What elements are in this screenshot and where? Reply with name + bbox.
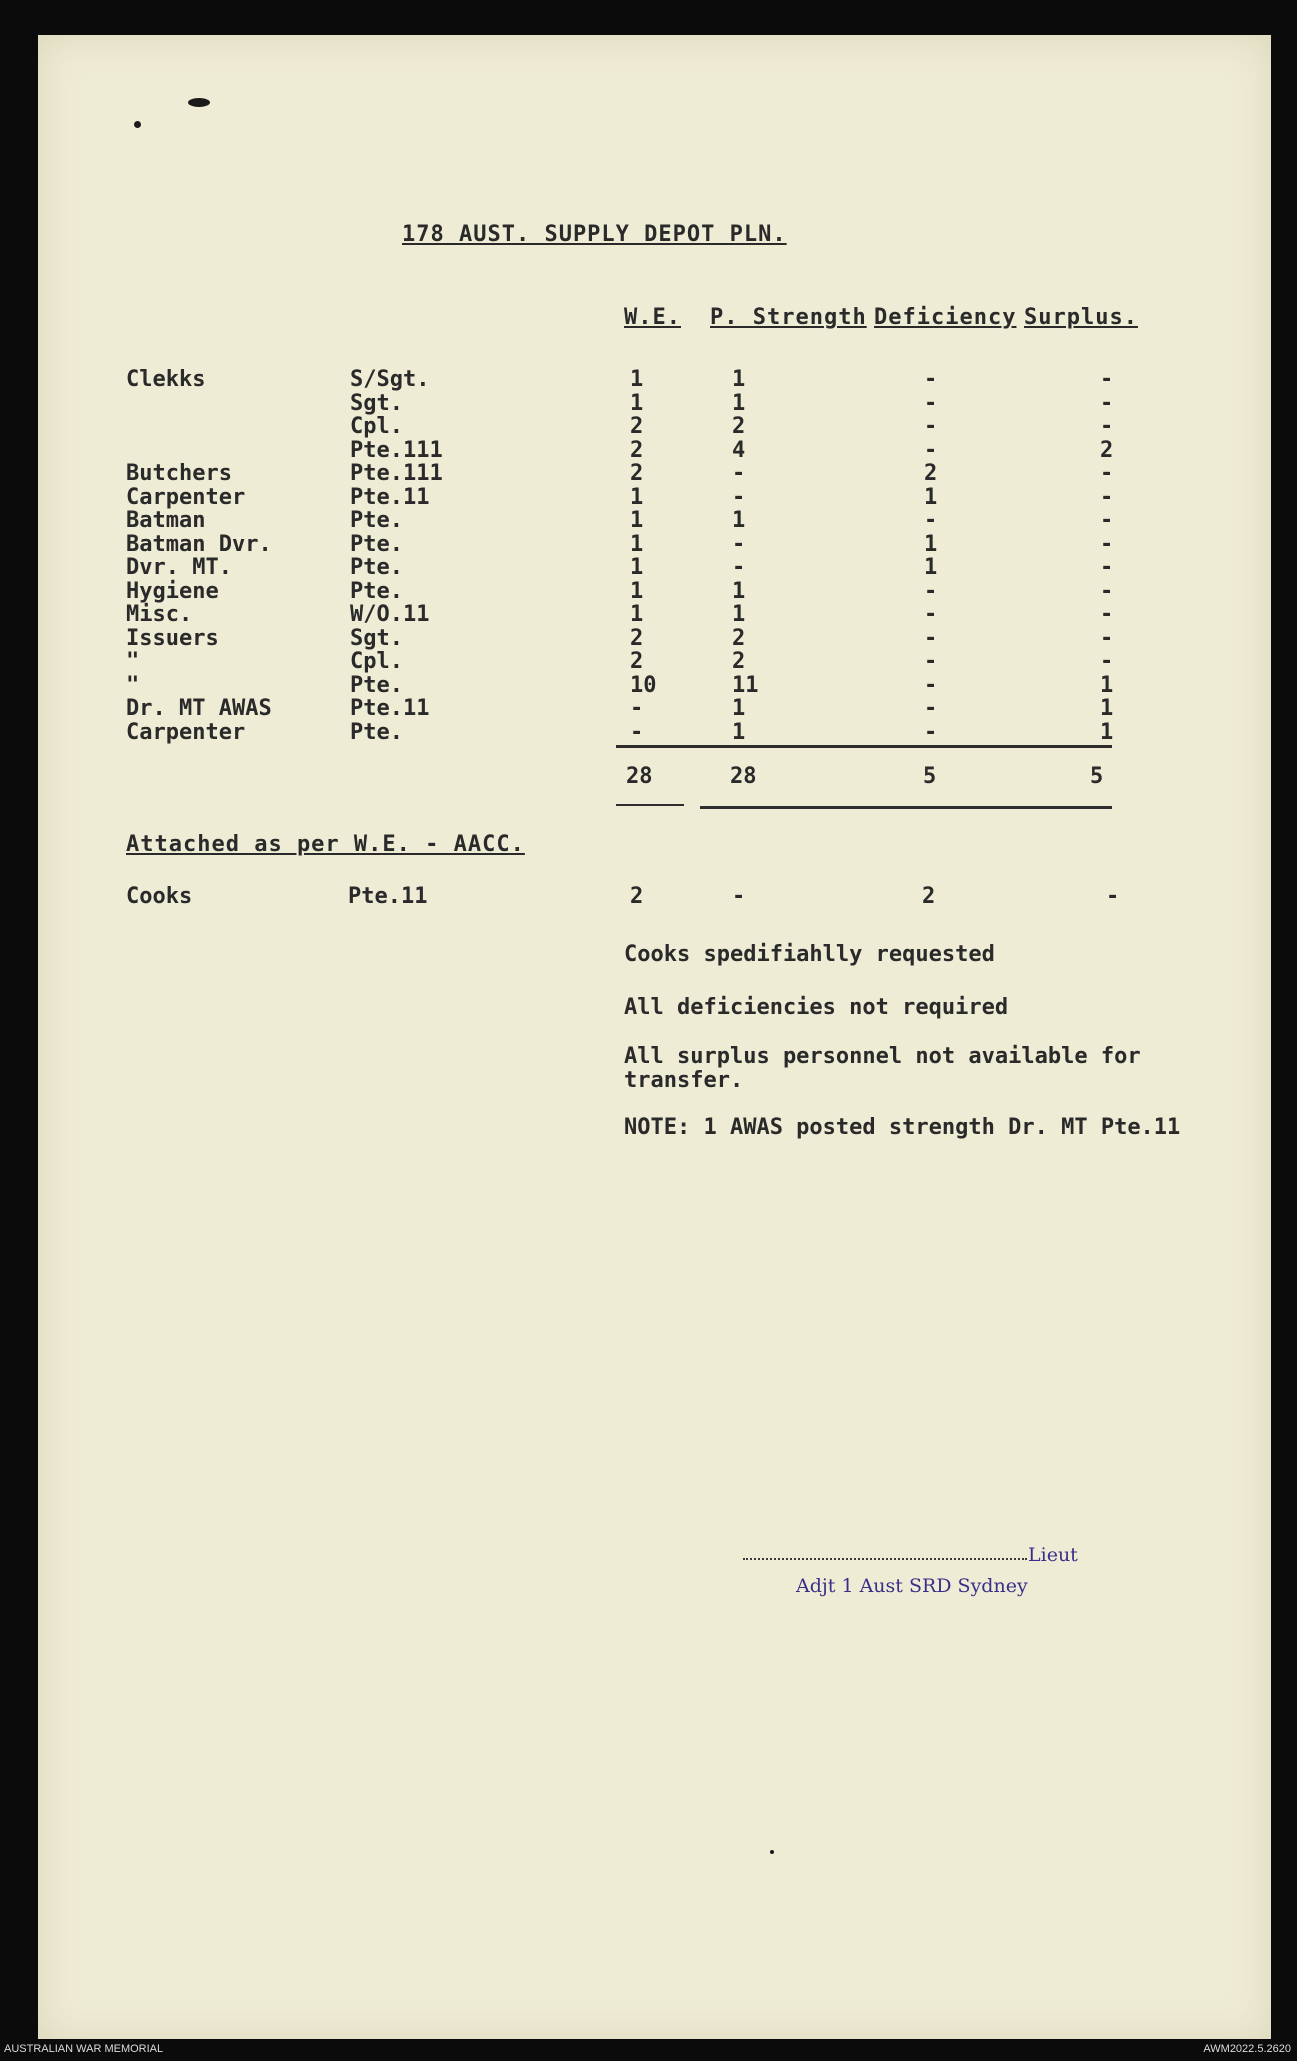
table-cell-def: -: [924, 508, 938, 533]
total-we: 28: [626, 764, 653, 789]
table-cell-def: 1: [924, 555, 938, 580]
table-cell-we: 1: [630, 367, 644, 392]
table-cell-category: Issuers: [126, 625, 219, 651]
table-cell-def: -: [924, 672, 938, 698]
table-cell-rank: Cpl.: [350, 649, 403, 674]
header-pstrength: P. Strength: [710, 305, 867, 330]
table-cell-ps: 4: [732, 437, 746, 463]
table-cell-ps: 11: [732, 672, 759, 698]
table-cell-def: 2: [924, 461, 938, 486]
table-cell-ps: -: [732, 555, 746, 580]
table-cell-def: -: [924, 649, 938, 674]
table-cell-ps: 2: [732, 625, 746, 651]
table-cell-rank: W/O.11: [350, 602, 430, 627]
note-deficiencies: All deficiencies not required: [624, 995, 1009, 1020]
total-def: 5: [923, 764, 937, 789]
table-cell-def: -: [924, 390, 938, 416]
total-ps: 28: [730, 764, 757, 789]
table-cell-category: Batman: [126, 508, 206, 533]
attached-def: 2: [922, 884, 936, 909]
signature-line: [743, 1558, 1027, 1560]
table-cell-sur: 2: [1100, 437, 1114, 463]
attached-sur: -: [1106, 884, 1120, 909]
table-cell-rank: Pte.11: [350, 484, 430, 510]
table-cell-we: 1: [630, 555, 644, 580]
table-cell-def: -: [924, 696, 938, 721]
document-title: 178 AUST. SUPPLY DEPOT PLN.: [402, 222, 787, 247]
table-cell-ps: 1: [732, 367, 746, 392]
table-cell-ps: 1: [732, 390, 746, 416]
table-cell-ps: 1: [732, 578, 746, 604]
attached-category: Cooks: [126, 884, 193, 909]
table-cell-def: -: [924, 719, 938, 745]
totals-top-rule: [616, 745, 1112, 748]
table-cell-we: 1: [630, 390, 644, 416]
table-cell-ps: 1: [732, 508, 746, 533]
adjt-stamp: Adjt 1 Aust SRD Sydney: [796, 1575, 1028, 1597]
table-cell-ps: -: [732, 531, 746, 557]
table-cell-rank: Pte.11: [350, 696, 430, 721]
table-cell-sur: -: [1100, 625, 1114, 651]
table-cell-category: Hygiene: [126, 578, 219, 604]
table-cell-def: 1: [924, 484, 938, 510]
table-cell-rank: Cpl.: [350, 414, 403, 439]
table-cell-sur: 1: [1100, 696, 1114, 721]
table-cell-we: 1: [630, 508, 644, 533]
table-cell-def: -: [924, 437, 938, 463]
table-cell-ps: 1: [732, 719, 746, 745]
note-awas: NOTE: 1 AWAS posted strength Dr. MT Pte.11: [624, 1115, 1181, 1140]
table-cell-we: 2: [630, 625, 644, 651]
ink-blot-mark: [188, 98, 210, 107]
header-surplus: Surplus.: [1024, 305, 1138, 330]
totals-bottom-rule-1: [616, 804, 684, 806]
table-cell-sur: 1: [1100, 719, 1114, 745]
table-cell-sur: -: [1100, 578, 1114, 604]
table-cell-we: 2: [630, 649, 644, 674]
table-cell-rank: S/Sgt.: [350, 367, 430, 392]
table-cell-sur: -: [1100, 367, 1114, 392]
table-cell-ps: 2: [732, 649, 746, 674]
table-cell-ps: 1: [732, 696, 746, 721]
total-sur: 5: [1090, 764, 1104, 789]
header-we: W.E.: [624, 305, 681, 330]
table-cell-we: 2: [630, 461, 644, 486]
table-cell-sur: -: [1100, 508, 1114, 533]
table-cell-def: -: [924, 578, 938, 604]
table-cell-rank: Pte.: [350, 555, 403, 580]
table-cell-category: Batman Dvr.: [126, 531, 272, 557]
table-cell-rank: Pte.: [350, 672, 403, 698]
table-cell-sur: -: [1100, 390, 1114, 416]
table-cell-rank: Pte.: [350, 531, 403, 557]
table-cell-sur: 1: [1100, 672, 1114, 698]
footer-reference: AWM2022.5.2620: [1203, 2043, 1291, 2055]
table-cell-rank: Pte.111: [350, 461, 443, 486]
table-cell-rank: Sgt.: [350, 625, 403, 651]
table-cell-rank: Pte.: [350, 578, 403, 604]
lieut-label: Lieut: [1028, 1544, 1078, 1566]
table-cell-category: Carpenter: [126, 484, 246, 510]
attached-heading: Attached as per W.E. - AACC.: [126, 832, 525, 857]
header-deficiency: Deficiency: [874, 305, 1017, 330]
table-cell-we: 1: [630, 531, 644, 557]
note-surplus: All surplus personnel not available for transfer.: [624, 1044, 1141, 1093]
table-cell-category: ": [126, 649, 140, 674]
attached-ps: -: [732, 884, 746, 909]
table-cell-category: ": [126, 672, 140, 698]
table-cell-rank: Sgt.: [350, 390, 403, 416]
table-cell-sur: -: [1100, 461, 1114, 486]
table-cell-we: 10: [630, 672, 657, 698]
table-cell-def: -: [924, 625, 938, 651]
table-cell-sur: -: [1100, 484, 1114, 510]
table-cell-rank: Pte.: [350, 719, 403, 745]
table-cell-category: Misc.: [126, 602, 193, 627]
table-cell-ps: 2: [732, 414, 746, 439]
totals-bottom-rule-2: [700, 806, 1112, 809]
ink-dot-mark: [134, 121, 141, 128]
table-cell-sur: -: [1100, 649, 1114, 674]
table-cell-sur: -: [1100, 602, 1114, 627]
table-cell-category: Clekks: [126, 367, 206, 392]
table-cell-we: 2: [630, 414, 644, 439]
table-cell-category: Butchers: [126, 461, 232, 486]
table-cell-sur: -: [1100, 555, 1114, 580]
table-cell-rank: Pte.111: [350, 437, 443, 463]
table-cell-ps: -: [732, 484, 746, 510]
ink-dot-mark: [770, 1850, 774, 1854]
table-cell-category: Dvr. MT.: [126, 555, 232, 580]
table-cell-we: 2: [630, 437, 644, 463]
table-cell-we: 1: [630, 578, 644, 604]
table-cell-def: -: [924, 414, 938, 439]
table-cell-category: Carpenter: [126, 719, 246, 745]
table-cell-rank: Pte.: [350, 508, 403, 533]
footer-source: AUSTRALIAN WAR MEMORIAL: [4, 2043, 164, 2055]
table-cell-def: 1: [924, 531, 938, 557]
table-cell-we: 1: [630, 484, 644, 510]
note-cooks: Cooks spedifiahlly requested: [624, 942, 995, 967]
attached-we: 2: [630, 884, 644, 909]
table-cell-we: -: [630, 696, 644, 721]
archive-footer: [0, 2039, 1297, 2061]
document-page: [38, 35, 1271, 2041]
table-cell-def: -: [924, 367, 938, 392]
table-cell-category: Dr. MT AWAS: [126, 696, 272, 721]
table-cell-def: -: [924, 602, 938, 627]
table-cell-sur: -: [1100, 414, 1114, 439]
table-cell-ps: -: [732, 461, 746, 486]
attached-rank: Pte.11: [348, 884, 428, 909]
table-cell-sur: -: [1100, 531, 1114, 557]
table-cell-we: -: [630, 719, 644, 745]
table-cell-ps: 1: [732, 602, 746, 627]
table-cell-we: 1: [630, 602, 644, 627]
